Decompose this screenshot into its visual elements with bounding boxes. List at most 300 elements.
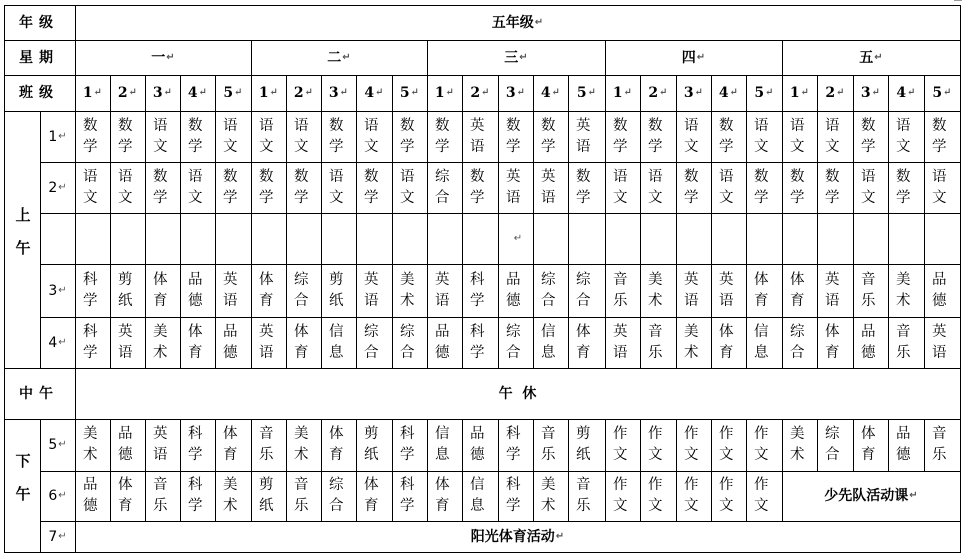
grid-line xyxy=(427,40,428,75)
class-number xyxy=(782,75,817,111)
return-mark-icon: ↵ xyxy=(234,87,243,98)
subject-cell xyxy=(533,111,568,162)
subject-text: 数学 xyxy=(153,168,168,206)
subject-cell xyxy=(215,264,251,317)
subject-cell xyxy=(75,162,110,213)
grid-line xyxy=(533,471,534,521)
grid-line xyxy=(321,419,322,471)
subject-cell xyxy=(746,317,782,368)
subject-cell xyxy=(782,264,817,317)
subject-text: 数学 xyxy=(259,168,274,206)
subject-cell xyxy=(462,317,498,368)
subject-text: 数学 xyxy=(541,117,556,155)
class-number-text: 3 xyxy=(860,85,871,101)
grid-line xyxy=(782,75,783,264)
subject-cell xyxy=(215,317,251,368)
period-label xyxy=(40,419,75,471)
day-header xyxy=(251,40,427,75)
subject-cell xyxy=(145,111,180,162)
class-number-text: 3 xyxy=(328,85,339,101)
grid-line xyxy=(498,75,499,264)
table-border-left xyxy=(4,5,5,552)
grid-line xyxy=(215,264,216,368)
subject-text: 品德 xyxy=(506,271,521,309)
subject-cell xyxy=(180,317,215,368)
subject-text: 音乐 xyxy=(259,426,274,463)
grid-line xyxy=(462,471,463,521)
class-number-text: 3 xyxy=(152,85,163,101)
class-number xyxy=(498,75,533,111)
grid-line xyxy=(251,471,252,521)
grid-line xyxy=(853,75,854,264)
subject-cell xyxy=(533,317,568,368)
subject-cell xyxy=(676,162,711,213)
subject-cell xyxy=(568,317,605,368)
class-number xyxy=(321,75,356,111)
subject-cell xyxy=(251,317,286,368)
class-number-text: 4 xyxy=(896,85,907,101)
subject-text: 语文 xyxy=(932,168,947,206)
return-mark-icon: ↵ xyxy=(943,87,952,98)
grid-line xyxy=(568,419,569,471)
subject-cell xyxy=(782,162,817,213)
class-number xyxy=(110,75,145,111)
grid-line xyxy=(605,419,606,471)
subject-cell xyxy=(110,419,145,471)
subject-cell xyxy=(533,419,568,471)
return-mark-icon: ↵ xyxy=(519,51,528,63)
grid-line xyxy=(782,264,783,368)
subject-cell xyxy=(782,111,817,162)
noon-value-text: 午 休 xyxy=(498,385,537,402)
subject-cell xyxy=(888,419,924,471)
subject-cell xyxy=(110,111,145,162)
subject-cell xyxy=(251,471,286,521)
subject-cell xyxy=(498,471,533,521)
grid-line xyxy=(746,264,747,368)
subject-text: 科学 xyxy=(470,271,485,309)
day-header-text: 五 xyxy=(859,49,874,66)
subject-text: 音乐 xyxy=(541,426,556,463)
subject-cell xyxy=(180,111,215,162)
subject-cell xyxy=(817,317,853,368)
grid-line xyxy=(568,75,569,264)
subject-text: 音乐 xyxy=(932,426,947,463)
subject-cell xyxy=(605,471,640,521)
subject-text: 英语 xyxy=(506,168,521,206)
subject-text: 剪纸 xyxy=(259,477,274,514)
subject-cell xyxy=(427,111,462,162)
subject-cell xyxy=(568,111,605,162)
return-mark-icon: ↵ xyxy=(551,87,561,98)
subject-text: 科学 xyxy=(470,323,485,361)
subject-text: 体育 xyxy=(329,426,344,463)
grid-line xyxy=(40,419,41,552)
period-label-text: 1 xyxy=(48,128,58,145)
subject-text: 美术 xyxy=(896,271,911,309)
subject-cell xyxy=(853,264,888,317)
subject-text: 语文 xyxy=(719,168,734,206)
subject-cell xyxy=(145,317,180,368)
grid-line xyxy=(640,75,641,264)
return-mark-icon: ↵ xyxy=(128,87,138,98)
subject-text: 语文 xyxy=(259,117,274,155)
grid-line xyxy=(180,75,181,264)
subject-cell xyxy=(746,111,782,162)
return-mark-icon: ↵ xyxy=(58,181,67,193)
afternoon-label xyxy=(4,419,40,552)
subject-text: 语文 xyxy=(400,168,415,206)
class-number-text: 2 xyxy=(648,85,659,101)
subject-cell xyxy=(746,162,782,213)
subject-text: 品德 xyxy=(896,426,911,463)
class-number-text: 2 xyxy=(470,85,481,101)
grid-line xyxy=(711,419,712,471)
grid-line xyxy=(498,419,499,471)
subject-text: 语文 xyxy=(294,117,309,155)
subject-text: 语文 xyxy=(861,168,876,206)
grid-line xyxy=(888,419,889,471)
grid-line xyxy=(110,264,111,368)
class-number-text: 4 xyxy=(187,85,198,101)
subject-text: 音乐 xyxy=(153,477,168,514)
grid-line xyxy=(498,264,499,368)
subject-cell xyxy=(286,264,321,317)
subject-cell xyxy=(251,264,286,317)
subject-cell xyxy=(605,111,640,162)
subject-text: 英语 xyxy=(825,271,840,309)
subject-text: 美术 xyxy=(790,426,805,463)
subject-cell xyxy=(853,162,888,213)
class-number-text: 5 xyxy=(932,85,943,101)
subject-text: 体育 xyxy=(294,323,309,361)
subject-text: 数学 xyxy=(435,117,450,155)
class-number xyxy=(711,75,746,111)
subject-cell xyxy=(676,471,711,521)
grid-line xyxy=(782,419,783,471)
subject-text: 英语 xyxy=(435,271,450,309)
subject-text: 体育 xyxy=(754,271,769,309)
subject-text: 音乐 xyxy=(576,477,591,514)
subject-cell xyxy=(817,264,853,317)
subject-cell xyxy=(215,419,251,471)
p6-merged xyxy=(782,471,960,521)
class-number xyxy=(676,75,711,111)
subject-cell xyxy=(533,264,568,317)
subject-cell xyxy=(888,162,924,213)
return-mark-icon: ↵ xyxy=(513,232,523,244)
period-label-text: 4 xyxy=(48,334,58,351)
subject-text: 美术 xyxy=(153,323,168,361)
grade-label-text: 年级 xyxy=(19,14,59,31)
subject-text: 体育 xyxy=(364,477,379,514)
grid-line xyxy=(4,40,960,41)
grid-line xyxy=(40,264,960,265)
noon-value xyxy=(75,368,960,419)
subject-text: 语文 xyxy=(83,168,98,206)
subject-cell xyxy=(392,317,427,368)
subject-cell xyxy=(888,264,924,317)
period-label xyxy=(40,162,75,213)
subject-text: 综合 xyxy=(435,168,450,206)
class-number xyxy=(568,75,605,111)
subject-text: 数学 xyxy=(790,168,805,206)
class-number xyxy=(888,75,924,111)
subject-text: 语文 xyxy=(153,117,168,155)
p7-merged xyxy=(75,521,960,552)
subject-cell xyxy=(782,317,817,368)
grid-line xyxy=(676,264,677,368)
subject-cell xyxy=(462,419,498,471)
subject-text: 科学 xyxy=(188,426,203,463)
subject-cell xyxy=(498,162,533,213)
subject-text: 体育 xyxy=(153,271,168,309)
subject-cell xyxy=(746,264,782,317)
return-mark-icon: ↵ xyxy=(765,87,774,98)
class-number-text: 1 xyxy=(82,85,93,101)
subject-text: 信息 xyxy=(754,323,769,361)
grid-line xyxy=(462,264,463,368)
subject-cell xyxy=(110,264,145,317)
subject-cell xyxy=(853,111,888,162)
grid-line xyxy=(251,40,252,75)
subject-text: 数学 xyxy=(329,117,344,155)
subject-text: 英语 xyxy=(719,271,734,309)
subject-text: 数学 xyxy=(896,168,911,206)
grid-line xyxy=(215,471,216,521)
grid-line xyxy=(180,419,181,471)
subject-text: 音乐 xyxy=(861,271,876,309)
week-label xyxy=(4,40,74,75)
day-header xyxy=(782,40,960,75)
subject-text: 作文 xyxy=(648,477,663,514)
grid-line xyxy=(817,264,818,368)
subject-cell xyxy=(286,419,321,471)
subject-text: 信息 xyxy=(435,426,450,463)
subject-cell xyxy=(640,317,676,368)
class-number xyxy=(180,75,215,111)
day-header xyxy=(75,40,251,75)
grid-line xyxy=(640,419,641,471)
class-number xyxy=(215,75,251,111)
grid-line xyxy=(817,75,818,264)
subject-cell xyxy=(711,317,746,368)
subject-cell xyxy=(711,264,746,317)
grid-line xyxy=(427,419,428,471)
grid-line xyxy=(215,75,216,264)
subject-text: 英语 xyxy=(118,323,133,361)
grid-line xyxy=(215,419,216,471)
grade-value-text: 五年级 xyxy=(491,14,534,31)
grid-line xyxy=(286,264,287,368)
class-number-text: 1 xyxy=(434,85,445,101)
break-row xyxy=(75,213,960,264)
subject-cell xyxy=(568,264,605,317)
grid-line xyxy=(746,419,747,471)
grid-line xyxy=(286,471,287,521)
subject-text: 剪纸 xyxy=(576,426,591,463)
subject-text: 综合 xyxy=(294,271,309,309)
return-mark-icon: ↵ xyxy=(342,51,351,63)
subject-text: 作文 xyxy=(754,477,769,514)
return-mark-icon: ↵ xyxy=(375,87,384,98)
subject-cell xyxy=(640,471,676,521)
subject-cell xyxy=(392,471,427,521)
subject-cell xyxy=(676,317,711,368)
table-border-top xyxy=(4,5,961,6)
grid-line xyxy=(356,419,357,471)
grid-line xyxy=(110,471,111,521)
afternoon-label-text: 下午 xyxy=(13,452,32,519)
subject-cell xyxy=(110,471,145,521)
grid-line xyxy=(676,419,677,471)
grid-line xyxy=(817,419,818,471)
subject-cell xyxy=(215,471,251,521)
subject-cell xyxy=(746,419,782,471)
day-header-text: 一 xyxy=(151,49,166,66)
return-mark-icon: ↵ xyxy=(58,490,67,501)
subject-cell xyxy=(533,471,568,521)
subject-cell xyxy=(321,419,356,471)
period-label xyxy=(40,471,75,521)
subject-text: 科学 xyxy=(83,271,98,309)
class-number xyxy=(462,75,498,111)
subject-text: 语文 xyxy=(329,168,344,206)
subject-text: 数学 xyxy=(506,117,521,155)
subject-cell xyxy=(321,471,356,521)
subject-text: 品德 xyxy=(470,426,485,463)
subject-text: 信息 xyxy=(329,323,344,361)
subject-text: 数学 xyxy=(188,117,203,155)
subject-text: 体育 xyxy=(861,426,876,463)
grid-line xyxy=(568,471,569,521)
subject-cell xyxy=(180,471,215,521)
subject-text: 英语 xyxy=(153,426,168,463)
grid-line xyxy=(180,471,181,521)
subject-text: 科学 xyxy=(400,426,415,463)
subject-text: 信息 xyxy=(541,323,556,361)
subject-text: 语文 xyxy=(825,117,840,155)
subject-cell xyxy=(180,264,215,317)
subject-cell xyxy=(924,317,960,368)
return-mark-icon: ↵ xyxy=(909,490,918,501)
grid-line xyxy=(462,75,463,264)
subject-cell xyxy=(356,264,392,317)
subject-text: 品德 xyxy=(861,323,876,361)
subject-cell xyxy=(676,264,711,317)
subject-cell xyxy=(356,317,392,368)
subject-text: 英语 xyxy=(684,271,699,309)
subject-cell xyxy=(924,264,960,317)
class-number xyxy=(356,75,392,111)
class-number xyxy=(392,75,427,111)
grid-line xyxy=(321,471,322,521)
subject-text: 语文 xyxy=(896,117,911,155)
class-number-text: 5 xyxy=(754,85,765,101)
subject-text: 数学 xyxy=(223,168,238,206)
subject-text: 体育 xyxy=(790,271,805,309)
subject-text: 语文 xyxy=(118,168,133,206)
class-number xyxy=(251,75,286,111)
class-number xyxy=(145,75,180,111)
subject-text: 数学 xyxy=(576,168,591,206)
grid-line xyxy=(605,264,606,368)
subject-cell xyxy=(498,111,533,162)
subject-text: 语文 xyxy=(364,117,379,155)
period-label xyxy=(40,111,75,162)
subject-text: 数学 xyxy=(932,117,947,155)
class-number-text: 2 xyxy=(117,85,128,101)
subject-cell xyxy=(321,317,356,368)
subject-cell xyxy=(356,162,392,213)
return-mark-icon: ↵ xyxy=(874,51,883,63)
grid-line xyxy=(40,317,960,318)
subject-cell xyxy=(145,264,180,317)
grid-line xyxy=(40,111,41,368)
subject-text: 品德 xyxy=(188,271,203,309)
return-mark-icon: ↵ xyxy=(269,87,279,98)
class-number xyxy=(640,75,676,111)
class-label-text: 班级 xyxy=(19,85,59,101)
subject-cell xyxy=(462,264,498,317)
subject-text: 语文 xyxy=(648,168,663,206)
subject-text: 科学 xyxy=(188,477,203,514)
return-mark-icon: ↵ xyxy=(445,87,455,98)
class-number xyxy=(817,75,853,111)
subject-cell xyxy=(321,162,356,213)
subject-cell xyxy=(924,162,960,213)
class-number-text: 3 xyxy=(683,85,694,101)
subject-text: 体育 xyxy=(719,323,734,361)
return-mark-icon: ↵ xyxy=(58,284,67,296)
subject-cell xyxy=(888,317,924,368)
subject-text: 英语 xyxy=(470,117,485,155)
grid-line xyxy=(40,213,960,214)
grid-line xyxy=(40,471,960,472)
subject-cell xyxy=(286,317,321,368)
subject-cell xyxy=(462,111,498,162)
subject-text: 美术 xyxy=(294,426,309,463)
grid-line xyxy=(711,75,712,264)
class-number xyxy=(533,75,568,111)
subject-cell xyxy=(356,419,392,471)
return-mark-icon: ↵ xyxy=(555,530,565,542)
subject-cell xyxy=(392,111,427,162)
grid-line xyxy=(924,419,925,471)
subject-text: 数学 xyxy=(684,168,699,206)
return-mark-icon: ↵ xyxy=(58,530,67,542)
grid-line xyxy=(110,75,111,264)
class-number-text: 2 xyxy=(825,85,836,101)
subject-text: 科学 xyxy=(83,323,98,361)
subject-cell xyxy=(924,111,960,162)
subject-cell xyxy=(605,419,640,471)
grid-line xyxy=(568,264,569,368)
subject-text: 语文 xyxy=(223,117,238,155)
grid-line xyxy=(711,471,712,521)
subject-text: 美术 xyxy=(223,477,238,514)
subject-text: 数学 xyxy=(294,168,309,206)
subject-text: 美术 xyxy=(684,323,699,361)
subject-text: 英语 xyxy=(223,271,238,309)
grid-line xyxy=(251,419,252,471)
subject-cell xyxy=(853,419,888,471)
subject-text: 英语 xyxy=(932,323,947,361)
class-label xyxy=(4,75,74,111)
class-number-text: 5 xyxy=(223,85,234,101)
class-number-text: 4 xyxy=(540,85,551,101)
subject-text: 剪纸 xyxy=(118,271,133,309)
